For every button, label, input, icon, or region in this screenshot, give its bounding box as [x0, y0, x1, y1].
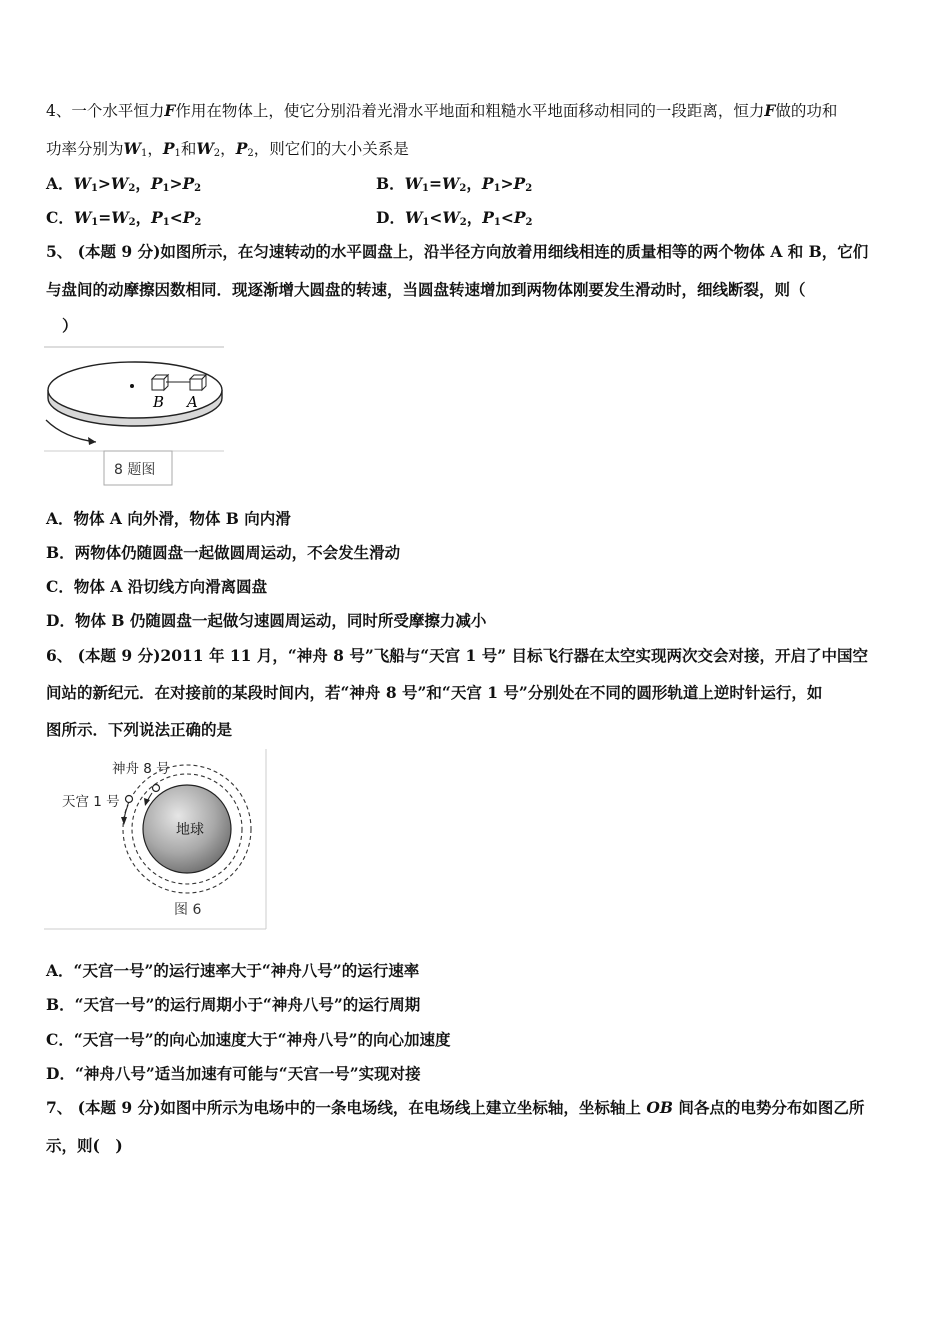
q4-line-2: 功率分别为$W_1$，$P_1$和$W_2$，$P_2$，则它们的大小关系是	[46, 139, 409, 159]
q6-option-b: B．“天宫一号”的运行周期小于“神舟八号”的运行周期	[46, 995, 421, 1014]
q4-option-a: A．$W_1>W_2$，$P_1>P_2$	[46, 174, 202, 194]
q4-option-b: B．$W_1=W_2$，$P_1>P_2$	[376, 174, 533, 194]
q5-figure-rotating-disc	[44, 346, 226, 488]
block-b	[152, 375, 168, 390]
q6-option-a: A．“天宫一号”的运行速率大于“神舟八号”的运行速率	[46, 961, 420, 980]
q4-option-c: C．$W_1=W_2$，$P_1<P_2$	[46, 208, 202, 228]
orbit-diagram	[44, 749, 268, 931]
q6-option-d: D．“神舟八号”适当加速有可能与“天宫一号”实现对接	[46, 1064, 421, 1083]
q5-option-d: D．物体 B 仍随圆盘一起做匀速圆周运动，同时所受摩擦力减小	[46, 611, 487, 630]
q7-line-1: 7、 (本题 9 分)如图中所示为电场中的一条电场线，在电场线上建立坐标轴，坐标轴上 OB 间各点的电势分布如图乙所	[46, 1098, 865, 1117]
q5-line-3: ）	[62, 316, 78, 335]
arrow-down-icon	[121, 817, 127, 825]
label-a: A	[187, 393, 198, 411]
arrow-down-icon	[144, 798, 150, 806]
tiangong-marker	[126, 796, 133, 803]
block-a	[190, 375, 206, 390]
q6-line-2: 间站的新纪元．在对接前的某段时间内，若“神舟 8 号”和“天宫 1 号”分别处在不同的圆形轨道上逆时针运行，如	[46, 683, 823, 702]
q5-option-a: A．物体 A 向外滑，物体 B 向内滑	[46, 509, 291, 528]
rotating-disc-diagram	[44, 346, 226, 488]
q4-option-d: D．$W_1<W_2$，$P_1<P_2$	[376, 208, 533, 228]
figure-caption: 8 题图	[114, 462, 156, 478]
q6-option-c: C．“天宫一号”的向心加速度大于“神舟八号”的向心加速度	[46, 1030, 451, 1049]
shenzhou-marker	[153, 785, 160, 792]
label-b: B	[153, 393, 165, 411]
q5-option-c: C．物体 A 沿切线方向滑离圆盘	[46, 577, 268, 596]
q5-line-1: 5、 (本题 9 分)如图所示，在匀速转动的水平圆盘上，沿半径方向放着用细线相连的质量相等的两个物体 A 和 B，它们	[46, 242, 869, 261]
q4-line-1: 4、一个水平恒力F作用在物体上，使它分别沿着光滑水平地面和粗糙水平地面移动相同的一段距离，恒力F做的功和	[46, 101, 838, 120]
shenzhou-label: 神舟 8 号	[112, 761, 170, 777]
earth-label: 地球	[176, 822, 204, 838]
q5-line-2: 与盘间的动摩擦因数相同．现逐渐增大圆盘的转速，当圆盘转速增加到两物体刚要发生滑动时，细线断裂，则（	[46, 280, 806, 299]
q6-figure-orbits	[44, 749, 268, 931]
q6-line-1: 6、 (本题 9 分)2011 年 11 月，“神舟 8 号”飞船与“天宫 1 号” 目标飞行器在太空实现两次交会对接，开启了中国空	[46, 646, 869, 665]
q7-line-2: 示，则( )	[46, 1136, 123, 1155]
tiangong-label: 天宫 1 号	[62, 794, 120, 810]
q6-line-3: 图所示．下列说法正确的是	[46, 720, 233, 739]
q5-option-b: B．两物体仍随圆盘一起做圆周运动，不会发生滑动	[46, 543, 401, 562]
figure-caption: 图 6	[174, 902, 202, 918]
